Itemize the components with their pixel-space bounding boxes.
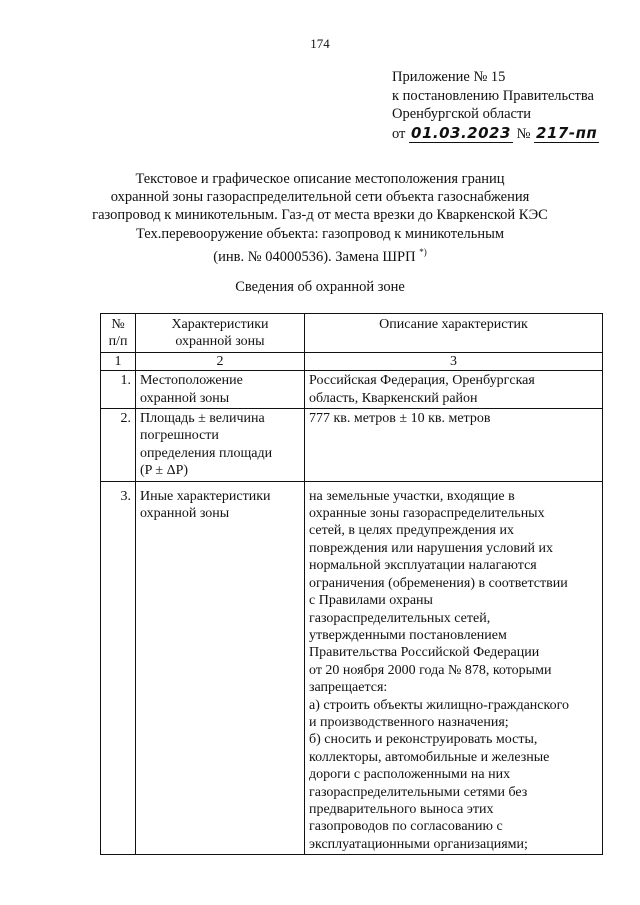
title-line-5 xyxy=(80,243,560,266)
row-description: на земельные участки, входящие в охранные зоны газораспределительных сетей, в целях предупреждения их повреждения или нарушения условий их нормальной эксплуатации налагаются ограничения (обременения) в соответствии с Правилами охраны газораспределительных сетей, утвержденными постановлением Правительства Российской Федерации от 20 ноября 2000 года № 878, которыми запрещается: а) строить объекты жилищно-гражданского и производственного назначения; б) сносить и реконструировать мосты, коллекторы, автомобильные и железные дороги с расположенными на них газораспределительными сетями без предварительного выноса этих газопроводов по согласованию с эксплуатационными организациями; xyxy=(305,481,603,855)
row-number: 2. xyxy=(101,409,136,482)
appendix-line-1: Приложение № 15 xyxy=(392,69,506,85)
title-line-5-text: (инв. № 04000536). Замена ШРП xyxy=(213,248,416,265)
index-cell: 1 xyxy=(101,352,136,370)
handwritten-number: 217-пп xyxy=(536,123,598,142)
row-characteristic: Иные характеристики охранной зоны xyxy=(136,481,305,855)
row-characteristic: Местоположение охранной зоны xyxy=(136,371,305,409)
row-characteristic: Площадь ± величина погрешности определения площади (P ± ΔP) xyxy=(136,409,305,482)
table-index-row xyxy=(101,352,603,370)
table-header-row xyxy=(101,314,603,353)
header-characteristics: Характеристики охранной зоны xyxy=(136,314,305,353)
appendix-line-3: Оренбургской области xyxy=(392,106,532,122)
footnote-mark: *) xyxy=(419,246,427,257)
page-number: 174 xyxy=(310,36,330,51)
document-title xyxy=(80,170,560,266)
appendix-date-line xyxy=(392,124,599,144)
index-cell: 2 xyxy=(136,352,305,370)
handwritten-date: 01.03.2023 xyxy=(411,123,511,142)
title-line-1: Текстовое и графическое описание местоположения границ xyxy=(135,171,505,187)
title-line-4: Тех.перевооружение объекта: газопровод к миникотельным xyxy=(135,225,505,242)
protection-zone-table xyxy=(100,313,603,855)
header-description: Описание характеристик xyxy=(305,314,603,353)
table-row xyxy=(101,371,603,409)
table-row xyxy=(101,481,603,855)
title-line-3: газопровод к миникотельным. Газ-д от места врезки до Кваркенской КЭС xyxy=(92,207,548,224)
row-description: 777 кв. метров ± 10 кв. метров xyxy=(305,409,603,482)
section-heading: Сведения об охранной зоне xyxy=(235,279,405,295)
number-prefix: № xyxy=(516,125,531,142)
index-cell: 3 xyxy=(305,352,603,370)
title-line-2: охранной зоны газораспределительной сети объекта газоснабжения xyxy=(110,189,530,206)
row-description: Российская Федерация, Оренбургская область, Кваркенский район xyxy=(305,371,603,409)
date-prefix: от xyxy=(392,125,406,142)
appendix-block xyxy=(392,68,599,143)
row-number: 1. xyxy=(101,371,136,409)
header-num: № п/п xyxy=(101,314,136,353)
row-number: 3. xyxy=(101,481,136,855)
appendix-line-2: к постановлению Правительства xyxy=(392,87,594,104)
table-row xyxy=(101,409,603,482)
